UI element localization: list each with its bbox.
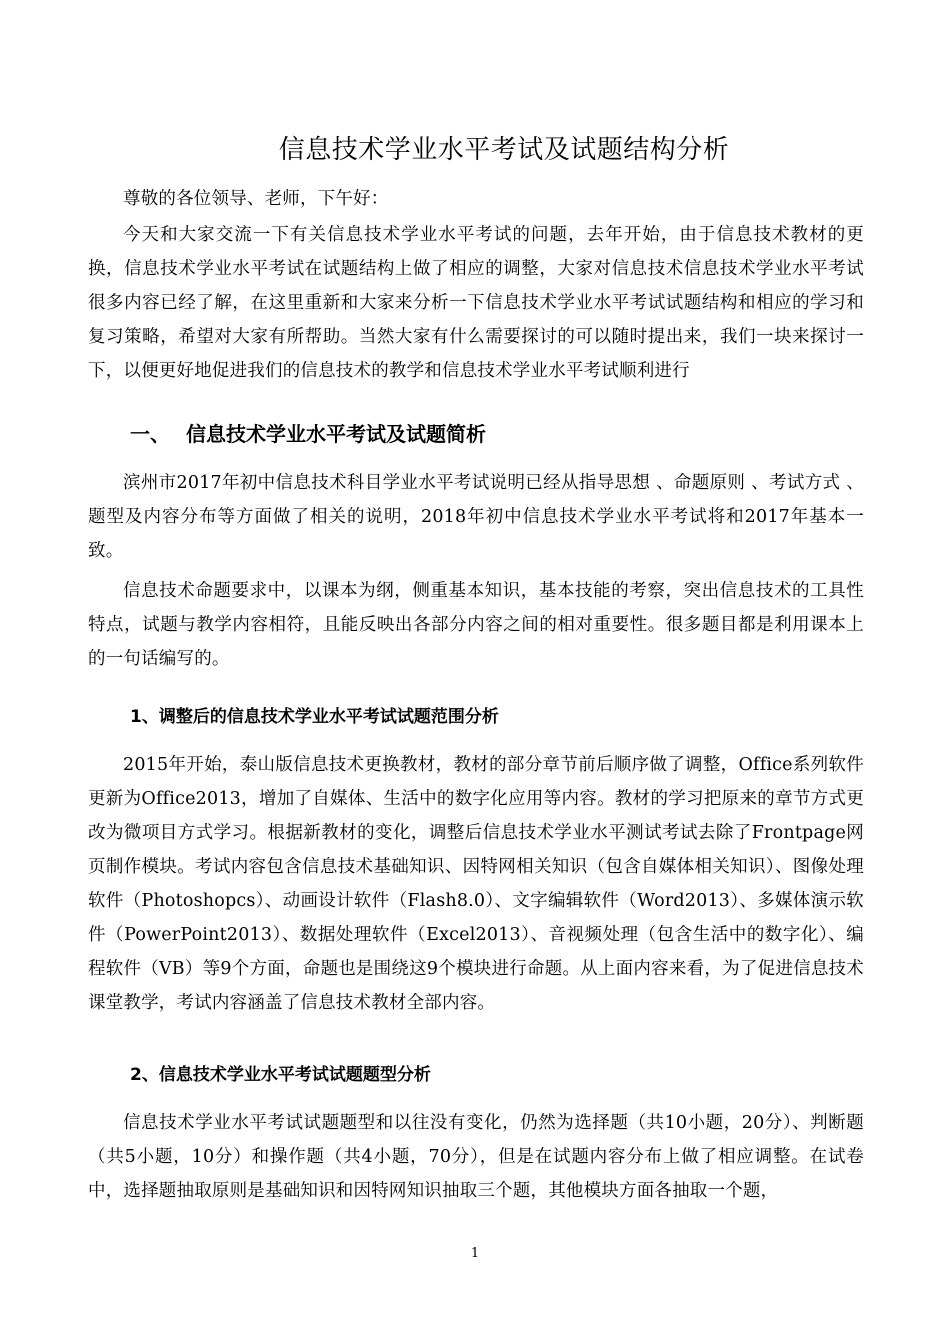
subsection-heading-1: 1、调整后的信息技术学业水平考试试题范围分析 [130,707,499,727]
document-title: 信息技术学业水平考试及试题结构分析 [278,135,730,165]
section1-paragraph-1: 滨州市2017年初中信息技术科目学业水平考试说明已经从指导思想 、命题原则 、考试方式 、题型及内容分布等方面做了相关的说明，2018年初中信息技术学业水平考试将和2017年基本一致。 [88,473,864,561]
subsection2-paragraph: 信息技术学业水平考试试题题型和以往没有变化，仍然为选择题（共10小题，20分）、判断题（共5小题，10分）和操作题（共4小题，70分），但是在试题内容分布上做了相应调整。在试卷中，选择题抽取原则是基础知识和因特网知识抽取三个题，其他模块方面各抽取一个题， [88,1113,864,1201]
section-heading-1 [130,416,486,452]
section1-paragraph-2: 信息技术命题要求中，以课本为纲，侧重基本知识，基本技能的考察，突出信息技术的工具性特点，试题与教学内容相符，且能反映出各部分内容之间的相对重要性。很多题目都是利用课本上的一句话编写的。 [88,581,864,669]
intro-paragraph: 今天和大家交流一下有关信息技术学业水平考试的问题，去年开始，由于信息技术教材的更换，信息技术学业水平考试在试题结构上做了相应的调整，大家对信息技术信息技术学业水平考试很多内容已经了解，在这里重新和大家来分析一下信息技术学业水平考试试题结构和相应的学习和复习策略，希望对大家有所帮助。当然大家有什么需要探讨的可以随时提出来，我们一块来探讨一下，以便更好地促进我们的信息技术的教学和信息技术学业水平考试顺利进行 [88,225,864,381]
subsection-heading-2: 2、信息技术学业水平考试试题题型分析 [130,1065,431,1085]
section-number: 一、 [130,422,170,446]
page-number: 1 [470,1246,480,1261]
subsection1-paragraph: 2015年开始，泰山版信息技术更换教材，教材的部分章节前后顺序做了调整，Office系列软件更新为Office2013，增加了自媒体、生活中的数字化应用等内容。教材的学习把原来的章节方式更改为微项目方式学习。根据新教材的变化，调整后信息技术学业水平测试考试去除了Frontpage网页制作模块。考试内容包含信息技术基础知识、因特网相关知识（包含自媒体相关知识）、图像处理软件（Photoshopcs）、动画设计软件（Flash8.0）、文字编辑软件（Word2013）、多媒体演示软件（PowerPoint2013）、数据处理软件（Excel2013）、音视频处理（包含生活中的数字化）、编程软件（VB）等9个方面，命题也是围绕这9个模块进行命题。从上面内容来看，为了促进信息技术课堂教学，考试内容涵盖了信息技术教材全部内容。 [88,755,864,1013]
section-heading-text: 信息技术学业水平考试及试题简析 [186,422,486,446]
greeting-paragraph: 尊敬的各位领导、老师，下午好： [123,189,389,209]
